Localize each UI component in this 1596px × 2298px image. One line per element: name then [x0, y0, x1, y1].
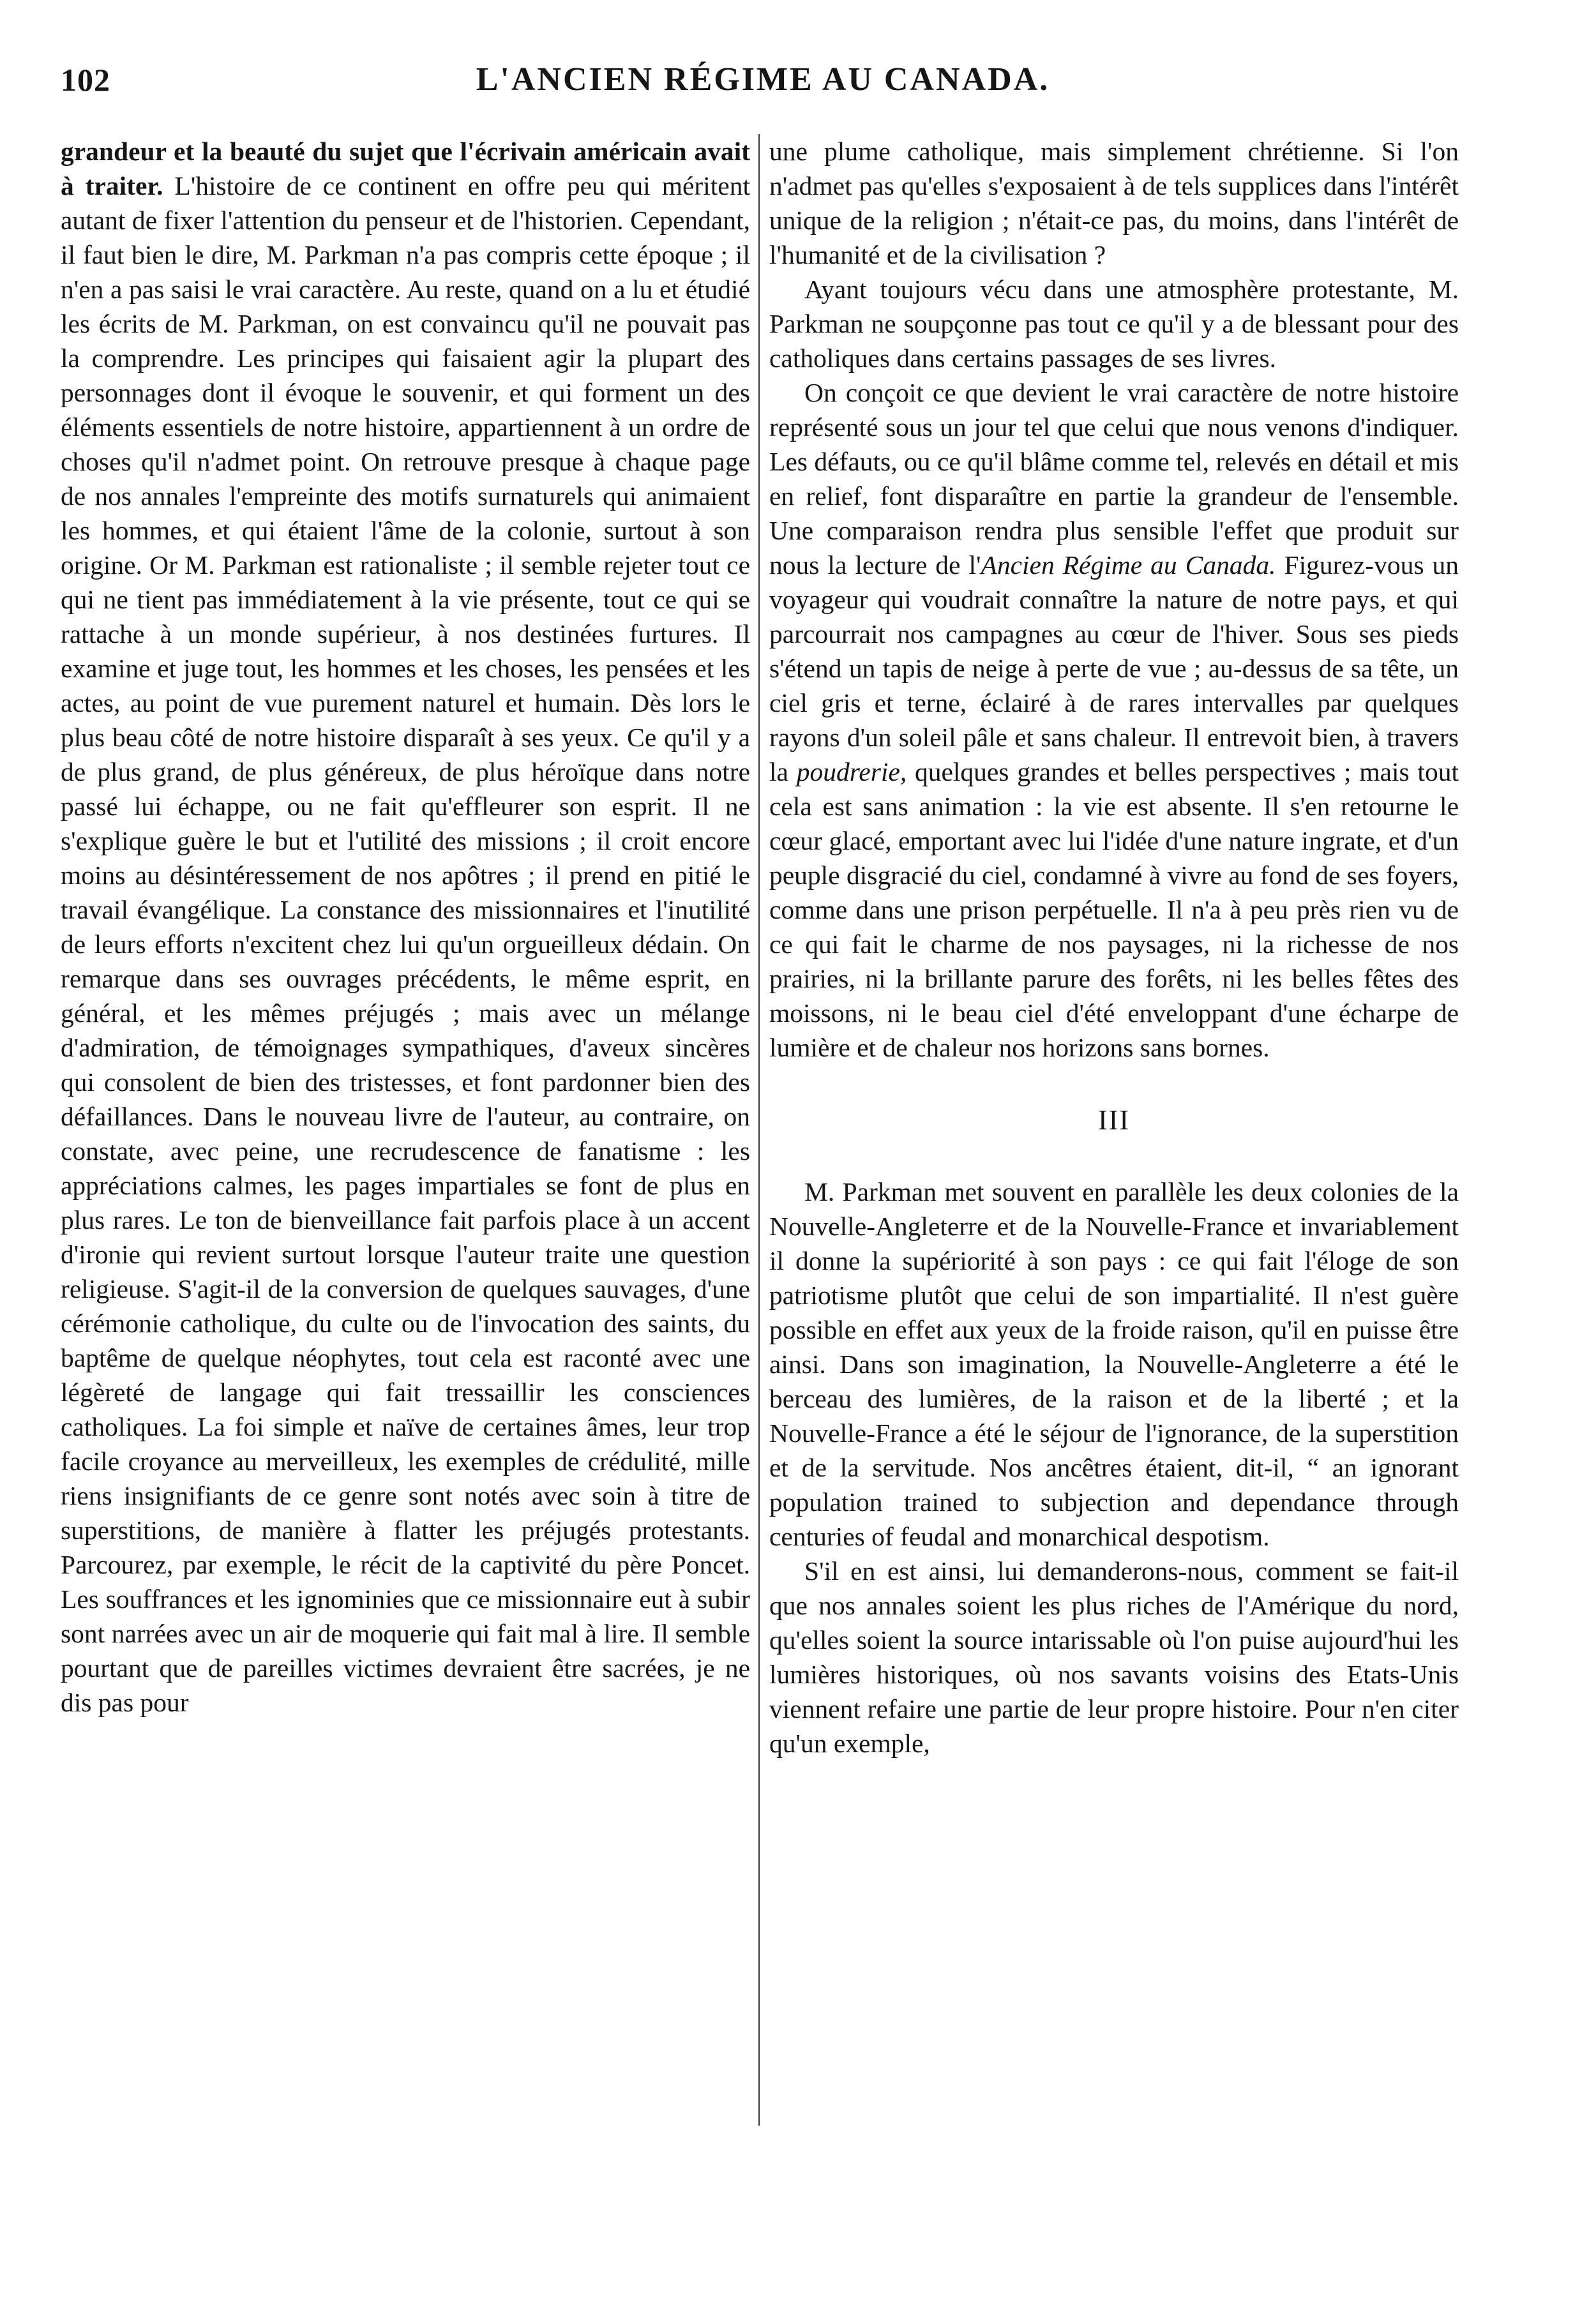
- paragraph-lead-bold: grandeur et la beauté du sujet que l'écrivain américain avait à traiter.: [61, 137, 750, 200]
- paragraph-body: L'histoire de ce continent en offre peu qui méritent autant de fixer l'attention du penseur et de l'historien. Cependant, il faut bien le dire, M. Parkman n'a pas compris cette époque ; il n'en a pas saisi le vrai caractère. Au reste, quand on a lu et étudié les écrits de M. Parkman, on est convaincu qu'il ne pouvait pas la comprendre. Les principes qui faisaient agir la plupart des personnages dont il évoque le souvenir, et qui forment un des éléments essentiels de notre histoire, appartiennent à un ordre de choses qu'il n'admet point. On retrouve presque à chaque page de nos annales l'empreinte des motifs surnaturels qui animaient les hommes, et qui étaient l'âme de la colonie, surtout à son origine. Or M. Parkman est rationaliste ; il semble rejeter tout ce qui ne tient pas immédiatement à la vie présente, tout ce qui se rattache à un monde supérieur, à nos destinées furtures. Il examine et juge tout, les hommes et les choses, les pensées et les actes, au point de vue purement naturel et humain. Dès lors le plus beau côté de notre histoire disparaît à ses yeux. Ce qu'il y a de plus grand, de plus généreux, de plus héroïque dans notre passé lui échappe, ou ne fait qu'effleurer son esprit. Il ne s'explique guère le but et l'utilité des missions ; il croit encore moins au désintéressement de nos apôtres ; il prend en pitié le travail évangélique. La constance des missionnaires et l'inutilité de leurs efforts n'excitent chez lui qu'un orgueilleux dédain. On remarque dans ses ouvrages précédents, le même esprit, en général, et les mêmes préjugés ; mais avec un mélange d'admiration, de témoignages sympathiques, d'aveux sincères qui consolent de bien des tristesses, et font pardonner bien des défaillances. Dans le nouveau livre de l'auteur, au contraire, on constate, avec peine, une recrudescence de fanatisme : les appréciations calmes, les pages impartiales se font de plus en plus rares. Le ton de bienveillance fait parfois place à un accent d'ironie qui revient surtout lorsque l'auteur traite une question religieuse. S'agit-il de la conversion de quelques sauvages, d'une cérémonie catholique, du culte ou de l'invocation des saints, du baptême de quelque néophytes, tout cela est raconté avec une légèreté de langage qui fait tressaillir les consciences catholiques. La foi simple et naïve de certaines âmes, leur trop facile croyance au merveilleux, les exemples de crédulité, mille riens insignifiants de ce genre sont notés avec soin à titre de superstitions, de manière à flatter les préjugés protestants. Parcourez, par exemple, le récit de la captivité du père Poncet. Les souffrances et les ignominies que ce missionnaire eut à subir sont narrées avec un air de moquerie qui fait mal à lire. Il semble pourtant que de pareilles victimes devraient être sacrées, je ne dis pas pour: [61, 171, 750, 1717]
- paragraph-text: Figurez-vous un voyageur qui voudrait connaître la nature de notre pays, et qui parcourrait nos campagnes au cœur de l'hiver. Sous ses pieds s'étend un tapis de neige à perte de vue ; au-dessus de sa tête, un ciel gris et terne, éclairé à de rares intervalles par quelques rayons d'un soleil pâle et sans chaleur. Il entrevoit bien, à travers la: [769, 550, 1459, 786]
- poudrerie-italic: poudrerie,: [796, 757, 907, 786]
- right-paragraph-1: une plume catholique, mais simplement chrétienne. Si l'on n'admet pas qu'elles s'exposaient à de tels supplices dans l'intérêt unique de la religion ; n'était-ce pas, du moins, dans l'intérêt de l'humanité et de la civilisation ?: [769, 137, 1459, 269]
- paragraph-text: On conçoit ce que devient le vrai caractère de notre histoire représenté sous un jour tel que celui que nous venons d'indiquer. Les défauts, ou ce qu'il blâme comme tel, relevés en détail et mis en relief, font disparaître en partie la grandeur de l'ensemble. Une comparaison rendra plus sensible l'effet que produit sur nous la lecture de l': [769, 378, 1459, 580]
- page-number: 102: [61, 62, 110, 98]
- right-paragraph-4: M. Parkman met souvent en parallèle les deux colonies de la Nouvelle-Angleterre et de la Nouvelle-France et invariablement il donne la supériorité à son pays : ce qui fait l'éloge de son patriotisme plutôt que celui de son impartialité. Il n'est guère possible en effet aux yeux de la froide raison, qu'il en puisse être ainsi. Dans son imagination, la Nouvelle-Angleterre a été le berceau des lumières, de la raison et de la liberté ; et la Nouvelle-France a été le séjour de l'ignorance, de la superstition et de la servitude. Nos ancêtres étaient, dit-il, “ an ignorant population trained to subjection and dependance through centuries of feudal and monarchical despotism.: [769, 1177, 1459, 1551]
- running-title: L'ANCIEN RÉGIME AU CANADA.: [476, 61, 1050, 98]
- section-heading: III: [1098, 1104, 1130, 1136]
- right-column: [769, 134, 1459, 1761]
- right-paragraph-2: Ayant toujours vécu dans une atmosphère protestante, M. Parkman ne soupçonne pas tout ce qu'il y a de blessant pour des catholiques dans certains passages de ses livres.: [769, 274, 1459, 373]
- paragraph-text: quelques grandes et belles perspectives ; mais tout cela est sans animation : la vie est absente. Il s'en retourne le cœur glacé, emportant avec lui l'idée d'une nature ingrate, et d'un peuple disgracié du ciel, condamné à vivre au fond de ses foyers, comme dans une prison perpétuelle. Il n'a à peu près rien vu de ce qui fait le charme de nos paysages, ni la richesse de nos prairies, ni la brillante parure des forêts, ni les belles fêtes des moissons, ni le beau ciel d'été enveloppant d'une écharpe de lumière et de chaleur nos horizons sans bornes.: [769, 757, 1459, 1062]
- right-paragraph-3: [769, 375, 1459, 1065]
- right-paragraph-5: S'il en est ainsi, lui demanderons-nous, comment se fait-il que nos annales soient les plus riches de l'Amérique du nord, qu'elles soient la source intarissable où l'on puise aujourd'hui les lumières historiques, où nos savants voisins des Etats-Unis viennent refaire une partie de leur propre histoire. Pour n'en citer qu'un exemple,: [769, 1556, 1459, 1758]
- left-paragraph-1: [61, 134, 750, 1720]
- book-title-italic: Ancien Régime au Canada.: [981, 550, 1276, 580]
- page-header: [61, 61, 1465, 112]
- left-column: [61, 134, 750, 1720]
- column-divider: [758, 134, 760, 2126]
